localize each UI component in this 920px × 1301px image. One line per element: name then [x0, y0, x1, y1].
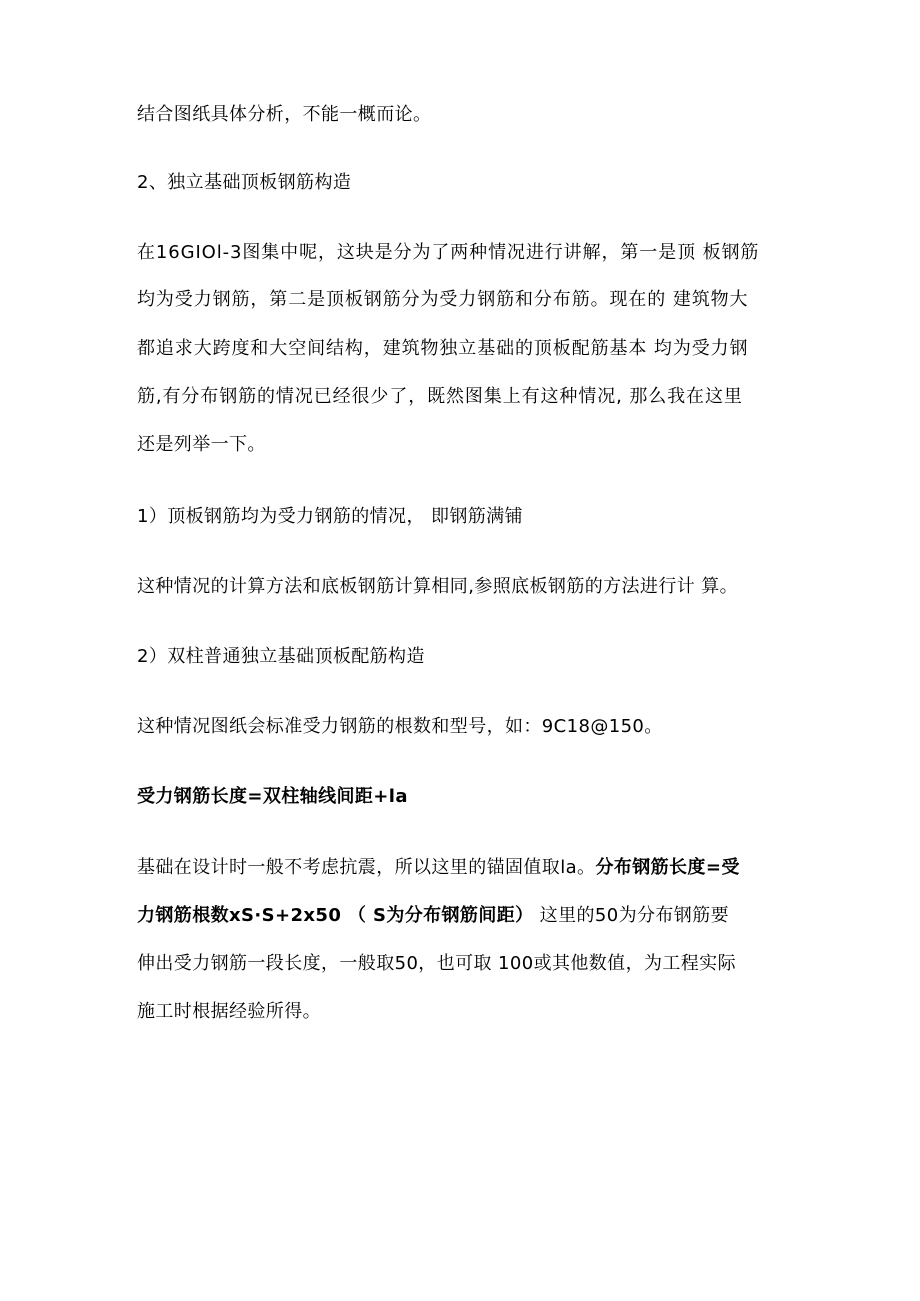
paragraph2-line4: 施工时根据经验所得。	[137, 1001, 321, 1022]
intro-tail-text: 结合图纸具体分析，不能一概而论。	[137, 104, 432, 125]
paragraph2-line3: 伸出受力钢筋一段长度，一般取50，也可取 100或其他数值，为工程实际	[137, 953, 736, 974]
case2-text: 这种情况图纸会标准受力钢筋的根数和型号，如：9C18@150。	[137, 716, 663, 737]
paragraph1-line4: 筋,有分布钢筋的情况已经很少了，既然图集上有这种情况, 那么我在这里	[137, 386, 743, 407]
paragraph2-line1-bold: 分布钢筋长度=受	[595, 857, 740, 878]
formula-main: 受力钢筋长度=双柱轴线间距+la	[137, 786, 408, 807]
paragraph2-line1	[137, 856, 740, 880]
paragraph2-line2-bold: 力钢筋根数xS·S+2x50 （ S为分布钢筋间距）	[137, 905, 534, 926]
paragraph1-line5: 还是列举一下。	[137, 434, 266, 455]
case2-heading: 2）双柱普通独立基础顶板配筋构造	[137, 646, 425, 667]
section-heading: 2、独立基础顶板钢筋构造	[137, 172, 352, 193]
case1-text: 这种情况的计算方法和底板钢筋计算相同,参照底板钢筋的方法进行计 算。	[137, 576, 739, 597]
paragraph2-line1-normal: 基础在设计时一般不考虑抗震，所以这里的锚固值取la。	[137, 857, 596, 878]
paragraph2-line2-normal: 这里的50为分布钢筋要	[533, 905, 729, 926]
paragraph1-line3: 都追求大跨度和大空间结构，建筑物独立基础的顶板配筋基本 均为受力钢	[137, 338, 749, 359]
paragraph2-line2	[137, 904, 729, 928]
case1-heading: 1）顶板钢筋均为受力钢筋的情况， 即钢筋满铺	[137, 506, 523, 527]
paragraph1-line2: 均为受力钢筋，第二是顶板钢筋分为受力钢筋和分布筋。现在的 建筑物大	[137, 289, 749, 310]
paragraph1-line1: 在16GIOl-3图集中呢，这块是分为了两种情况进行讲解，第一是顶 板钢筋	[137, 242, 760, 263]
